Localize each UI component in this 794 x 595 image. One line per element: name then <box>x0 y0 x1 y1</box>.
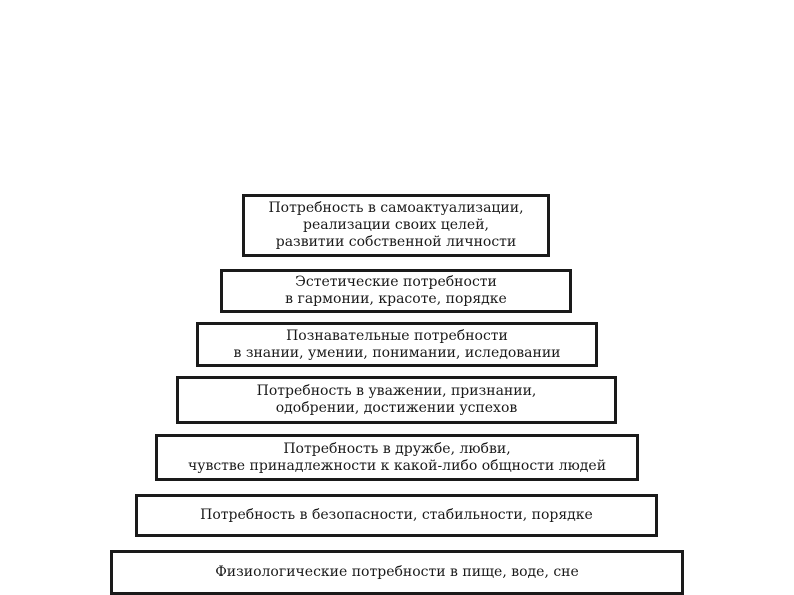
level-text-line: Физиологические потребности в пище, воде, сне <box>215 564 579 580</box>
level-physiological <box>110 550 684 595</box>
level-text-line: Познавательные потребности <box>286 327 508 344</box>
level-text-line: Эстетические потребности <box>295 274 497 290</box>
level-text-line: Потребность в дружбе, любви, <box>283 440 511 457</box>
level-text-line: Потребность в безопасности, стабильности, порядке <box>200 507 593 523</box>
level-belonging <box>155 434 639 481</box>
level-text-line: реализации своих целей, <box>303 217 489 233</box>
level-text-line: Потребность в самоактуализации, <box>268 200 524 216</box>
level-text-line: в знании, умении, понимании, иследовании <box>233 344 561 361</box>
level-text-line: одобрении, достижении успехов <box>275 400 518 416</box>
level-text-line: Потребность в уважении, признании, <box>256 383 537 399</box>
level-cognitive <box>196 322 598 367</box>
level-esteem <box>176 376 617 424</box>
level-text-line: в гармонии, красоте, порядке <box>285 291 507 307</box>
level-text-line: развитии собственной личности <box>275 234 517 250</box>
level-text-line: чувстве принадлежности к какой-либо общности людей <box>187 457 607 474</box>
level-self-actualization <box>242 194 550 257</box>
level-safety <box>135 494 658 537</box>
level-aesthetic <box>220 269 572 313</box>
